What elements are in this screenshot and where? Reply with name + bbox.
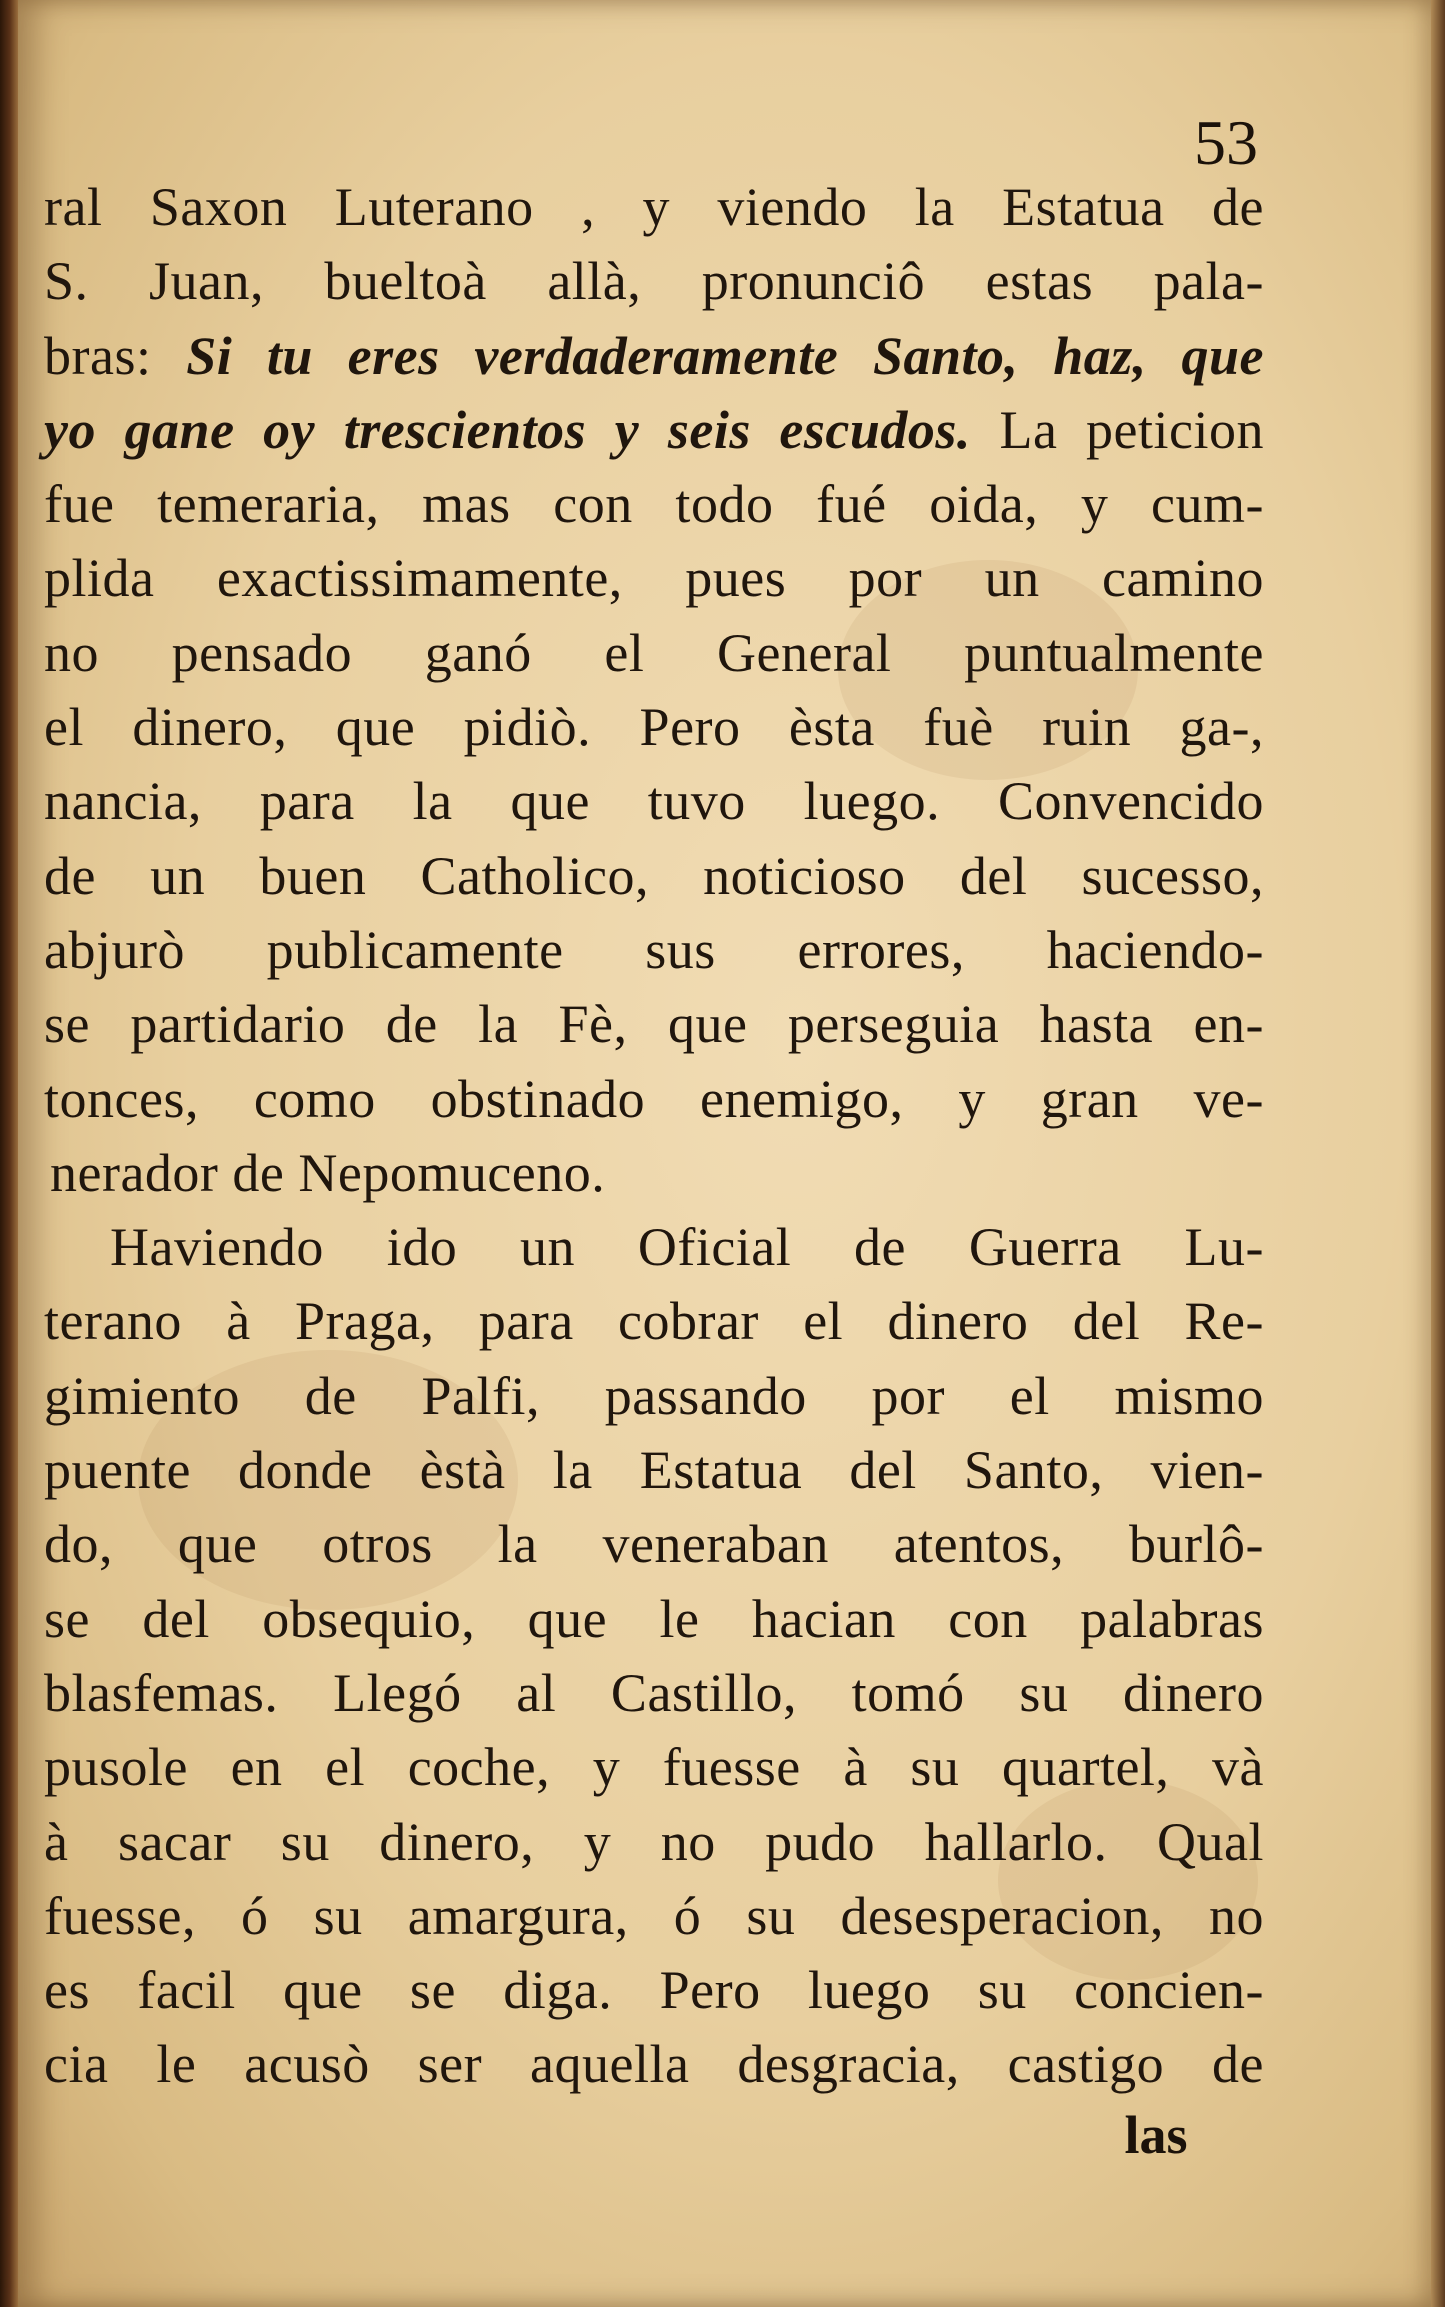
text-line: ral Saxon Luterano , y viendo la Estatua de: [44, 177, 1264, 237]
italic-quote: Si tu eres verdaderamente Santo, haz, que: [186, 325, 1265, 386]
text-line: abjurò publicamente sus errores, haciendo-: [44, 919, 1264, 980]
text-line: de un buen Catholico, noticioso del sucesso,: [44, 845, 1264, 906]
text-line: el dinero, que pidiò. Pero èsta fuè ruin ga-,: [44, 697, 1264, 758]
text-line: blasfemas. Llegó al Castillo, tomó su dinero: [44, 1662, 1264, 1723]
text-line: fuesse, ó su amargura, ó su desesperacion, no: [44, 1885, 1264, 1946]
page-edge-shadow: [1431, 0, 1445, 2307]
text-line: S. Juan, bueltoà allà, pronunciô estas pala-: [44, 251, 1264, 312]
text-line: [44, 319, 1264, 393]
text-span: bras:: [44, 325, 152, 386]
text-line: à sacar su dinero, y no pudo hallarlo. Qual: [44, 1811, 1264, 1872]
text-line: pusole en el coche, y fuesse à su quartel, và: [44, 1737, 1264, 1798]
paragraph-start-line: Haviendo ido un Oficial de Guerra Lu-: [110, 1217, 1264, 1278]
text-line: gimiento de Palfi, passando por el mismo: [44, 1365, 1264, 1426]
text-line: es facil que se diga. Pero luego su concien-: [44, 1960, 1264, 2021]
text-line: terano à Praga, para cobrar el dinero del Re-: [44, 1291, 1264, 1352]
text-line: tonces, como obstinado enemigo, y gran ve-: [44, 1068, 1264, 1129]
text-line: plida exactissimamente, pues por un camino: [44, 548, 1264, 609]
page-number: 53: [1194, 107, 1258, 178]
catchword: las: [1124, 2105, 1188, 2165]
text-line: nerador de Nepomuceno.: [50, 1142, 606, 1203]
text-line: puente donde èstà la Estatua del Santo, vien-: [44, 1440, 1264, 1501]
body-text: [44, 170, 1264, 2102]
italic-quote: yo gane oy trescientos y seis escudos.: [44, 399, 971, 460]
text-span: La peticion: [999, 399, 1265, 460]
text-line: do, que otros la veneraban atentos, burlô-: [44, 1514, 1264, 1575]
text-line: [44, 393, 1264, 467]
text-line: no pensado ganó el General puntualmente: [44, 622, 1264, 683]
text-line: se partidario de la Fè, que perseguia hasta en-: [44, 994, 1264, 1055]
text-line: nancia, para la que tuvo luego. Convencido: [44, 771, 1264, 832]
text-line: se del obsequio, que le hacian con palabras: [44, 1588, 1264, 1649]
text-line: fue temeraria, mas con todo fué oida, y cum-: [44, 474, 1264, 535]
text-line: cia le acusò ser aquella desgracia, castigo de: [44, 2034, 1264, 2095]
